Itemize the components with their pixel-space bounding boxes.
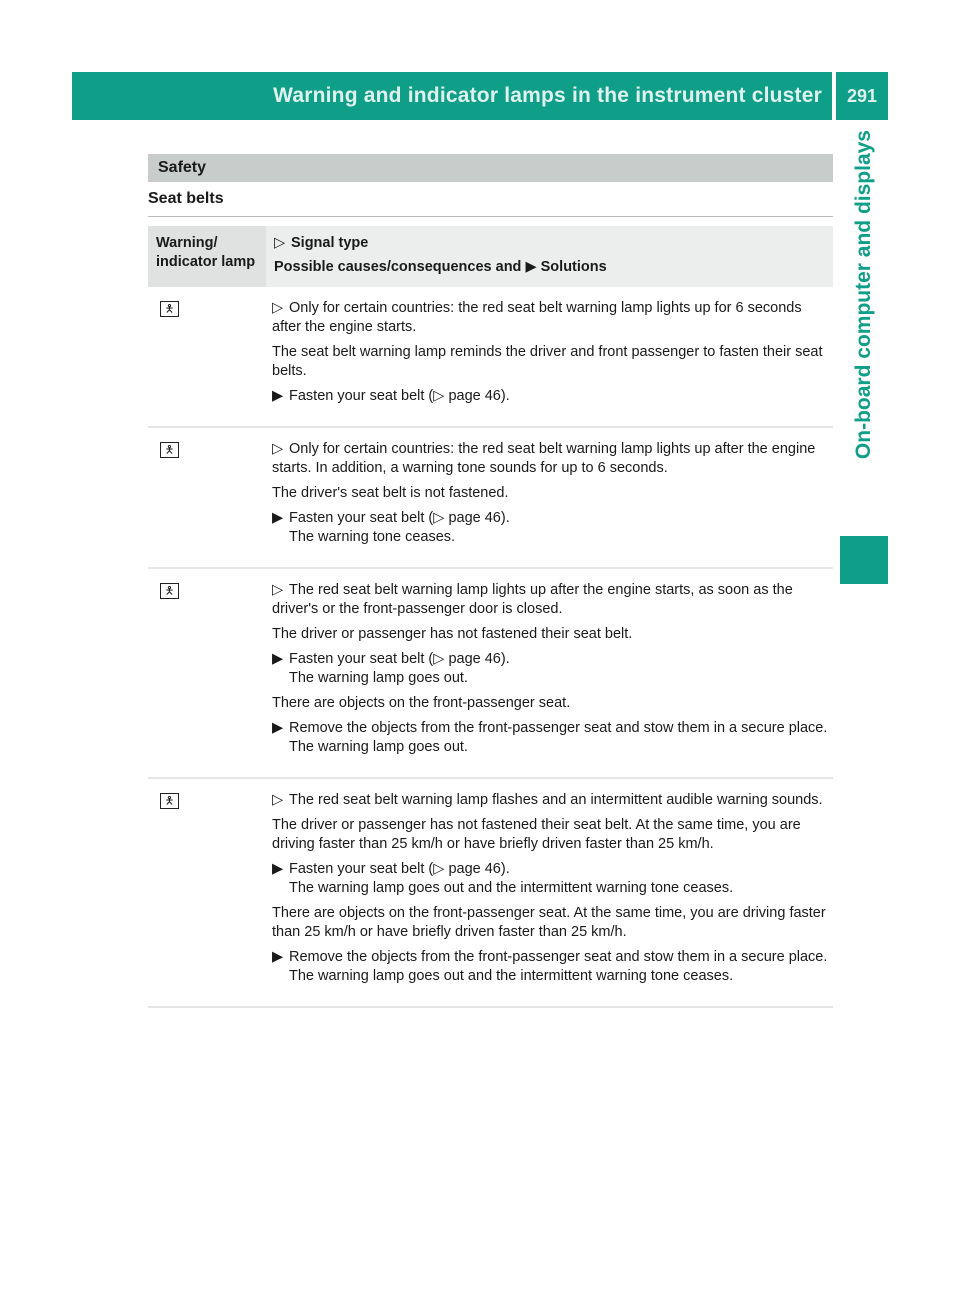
signal-icon: ▷ [272,300,284,316]
description-cell [266,568,833,778]
action-step: ▶ Fasten your seat belt (▷ page 46). The warning lamp goes out. [272,651,510,686]
seat-belt-warning-icon: 🯅 [160,442,179,458]
description-cell [266,427,833,568]
header-lamp-column [148,226,266,287]
action-step: ▶ Fasten your seat belt (▷ page 46). The warning lamp goes out and the intermittent warning tone ceases. [272,861,734,896]
seat-belt-warning-icon: 🯅 [160,301,179,317]
header-causes-label: Possible causes/consequences and [274,259,522,275]
action-icon: ▶ [272,510,284,526]
signal-icon: ▷ [272,582,284,598]
running-header [72,72,832,120]
signal-icon: ▷ [274,235,286,251]
action-step: ▶ Fasten your seat belt (▷ page 46). [272,388,510,404]
action-result: The warning lamp goes out. [289,739,468,755]
action-step: ▶ Remove the objects from the front-passenger seat and stow them in a secure place. The warning lamp goes out. [272,720,828,755]
page-ref-icon: ▷ [433,388,445,404]
cause-text: There are objects on the front-passenger seat. At the same time, you are driving faster than 25 km/h or have briefly driven faster than 25 km/h. [272,905,826,940]
action-icon: ▶ [272,949,284,965]
action-result: The warning lamp goes out and the intermittent warning tone ceases. [289,968,734,984]
signal-text: ▷ Only for certain countries: the red seat belt warning lamp lights up for 6 seconds after the engine starts. [272,300,802,335]
signal-icon: ▷ [272,441,284,457]
header-causes-line [274,258,825,277]
page-ref-link[interactable]: page 46). [448,510,510,526]
table-row [148,778,833,1007]
cause-text: The driver or passenger has not fastened their seat belt. At the same time, you are driving faster than 25 km/h or have briefly driven faster than 25 km/h. [272,817,801,852]
action-icon: ▶ [272,861,284,877]
seat-belt-warning-icon: 🯅 [160,583,179,599]
action-result: The warning tone ceases. [289,529,456,545]
table-row [148,427,833,568]
signal-text: ▷ The red seat belt warning lamp flashes and an intermittent audible warning sounds. [272,792,823,808]
action-icon: ▶ [272,651,284,667]
warning-lamp-table [148,226,833,1008]
header-signal-line [274,234,825,253]
page-ref-link[interactable]: page 46). [448,651,510,667]
page-ref-link[interactable]: page 46). [448,388,510,404]
lamp-cell [148,568,266,778]
section-band-label: Safety [158,159,207,176]
page-ref-icon: ▷ [433,861,445,877]
table-row [148,287,833,427]
section-band [148,154,833,182]
table-header-row [148,226,833,287]
subsection-title: Seat belts [148,190,224,207]
signal-icon: ▷ [272,792,284,808]
chapter-side-tab-label: On-board computer and displays [852,130,875,460]
cause-text: The driver or passenger has not fastened their seat belt. [272,626,633,642]
header-main-column [266,226,833,287]
description-cell [266,778,833,1007]
header-signal-label: Signal type [291,235,369,251]
chapter-marker-block [840,536,888,584]
action-step: ▶ Remove the objects from the front-passenger seat and stow them in a secure place. The warning lamp goes out and the intermittent warning tone ceases. [272,949,828,984]
description-cell [266,287,833,427]
action-icon: ▶ [272,720,284,736]
action-step: ▶ Fasten your seat belt (▷ page 46). The warning tone ceases. [272,510,510,545]
header-solutions-label: Solutions [540,259,607,275]
header-title: Warning and indicator lamps in the instrument cluster [273,84,822,107]
action-icon: ▶ [272,388,284,404]
lamp-cell [148,287,266,427]
table-top-rule [148,216,833,217]
header-lamp-label: Warning/ indicator lamp [156,235,256,270]
page-ref-icon: ▷ [433,651,445,667]
seat-belt-warning-icon: 🯅 [160,793,179,809]
lamp-cell [148,427,266,568]
action-result: The warning lamp goes out and the intermittent warning tone ceases. [289,880,734,896]
signal-text: ▷ The red seat belt warning lamp lights up after the engine starts, as soon as the driver's or the front-passenger door is closed. [272,582,793,617]
page-number: 291 [836,72,888,120]
lamp-cell [148,778,266,1007]
action-result: The warning lamp goes out. [289,670,468,686]
cause-text: The seat belt warning lamp reminds the driver and front passenger to fasten their seat belts. [272,344,823,379]
page-ref-link[interactable]: page 46). [448,861,510,877]
action-icon: ▶ [525,259,537,275]
page-ref-icon: ▷ [433,510,445,526]
cause-text: There are objects on the front-passenger seat. [272,695,571,711]
table-row [148,568,833,778]
cause-text: The driver's seat belt is not fastened. [272,485,509,501]
signal-text: ▷ Only for certain countries: the red seat belt warning lamp lights up after the engine starts. In addition, a warning tone sounds for up to 6 seconds. [272,441,816,476]
